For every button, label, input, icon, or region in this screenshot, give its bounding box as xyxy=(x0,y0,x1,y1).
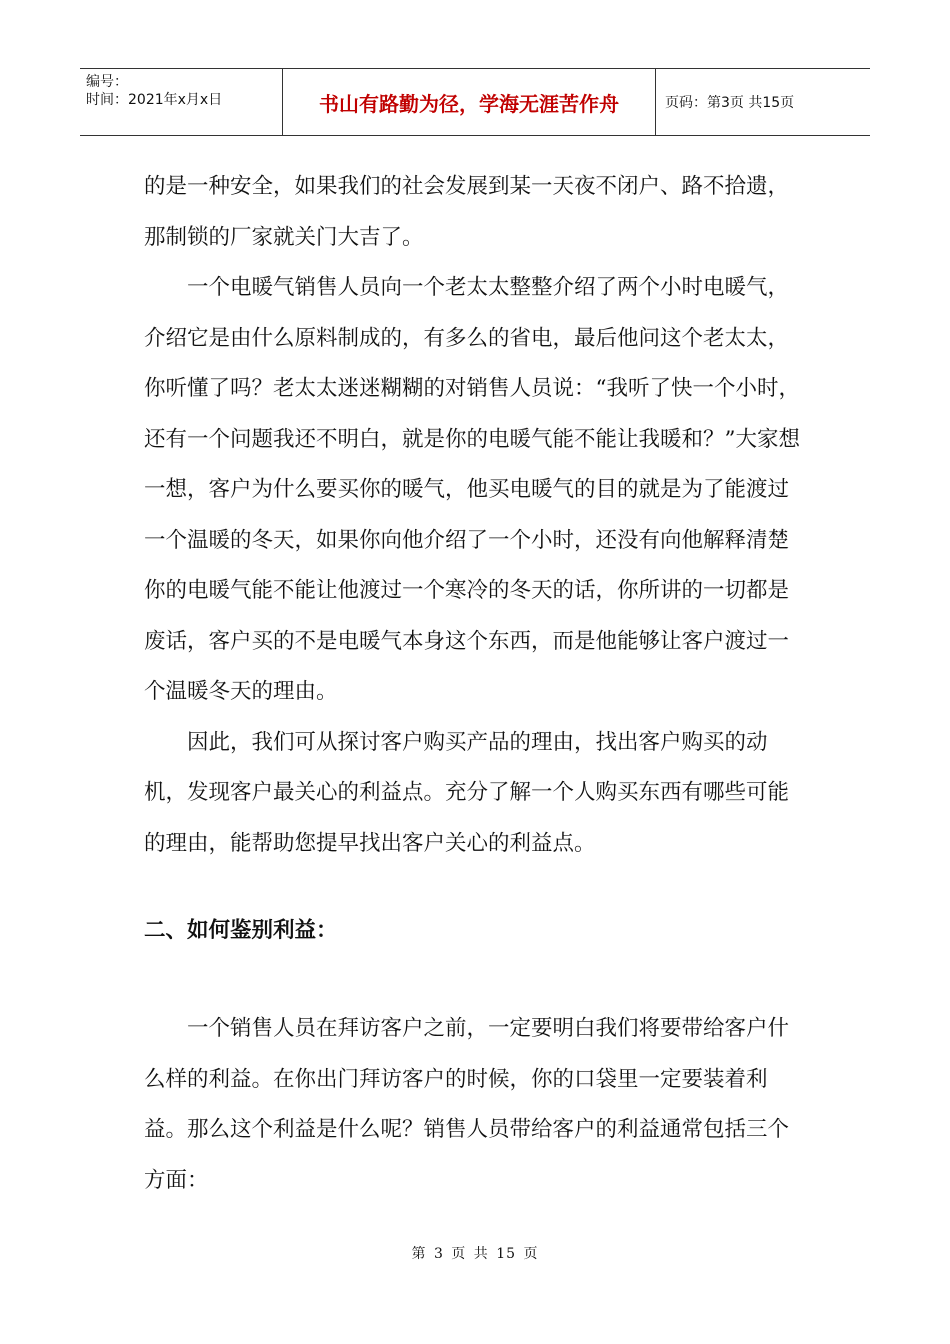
page-header xyxy=(80,68,870,136)
paragraph-1: 的是一种安全，如果我们的社会发展到某一天夜不闭户、路不拾遗，那制锁的厂家就关门大吉了。 xyxy=(144,174,790,250)
header-meta xyxy=(80,69,282,135)
time-label: 时间：2021年x月x日 xyxy=(86,92,223,108)
paragraph-2: 一个电暖气销售人员向一个老太太整整介绍了两个小时电暖气，介绍它是由什么原料制成的，有多么的省电，最后他问这个老太太，你听懂了吗？老太太迷迷糊糊的对销售人员说：“我听了快一个小时，还有一个问题我还不明白，就是你的电暖气能不能让我暖和？”大家想一想，客户为什么要买你的暖气，他买电暖气的目的就是为了能渡过一个温暖的冬天，如果你向他介绍了一个小时，还没有向他解释清楚你的电暖气能不能让他渡过一个寒冷的冬天的话，你所讲的一切都是废话，客户买的不是电暖气本身这个东西，而是他能够让客户渡过一个温暖冬天的理由。 xyxy=(144,275,800,704)
body-text-top xyxy=(144,162,808,869)
header-page-info: 页码：第3页 共15页 xyxy=(665,95,795,111)
paragraph-3: 因此，我们可从探讨客户购买产品的理由，找出客户购买的动机，发现客户最关心的利益点。充分了解一个人购买东西有哪些可能的理由，能帮助您提早找出客户关心的利益点。 xyxy=(144,729,790,856)
body-text-bottom xyxy=(144,1004,808,1206)
number-label: 编号： xyxy=(86,74,128,90)
section-heading: 二、如何鉴别利益： xyxy=(144,918,338,943)
header-motto: 书山有路勤为径，学海无涯苦作舟 xyxy=(282,69,656,135)
paragraph-4: 一个销售人员在拜访客户之前，一定要明白我们将要带给客户什么样的利益。在你出门拜访客户的时候，你的口袋里一定要装着利益。那么这个利益是什么呢？销售人员带给客户的利益通常包括三个方面： xyxy=(144,1016,790,1193)
page-footer: 第 3 页 共 15 页 xyxy=(411,1246,539,1262)
